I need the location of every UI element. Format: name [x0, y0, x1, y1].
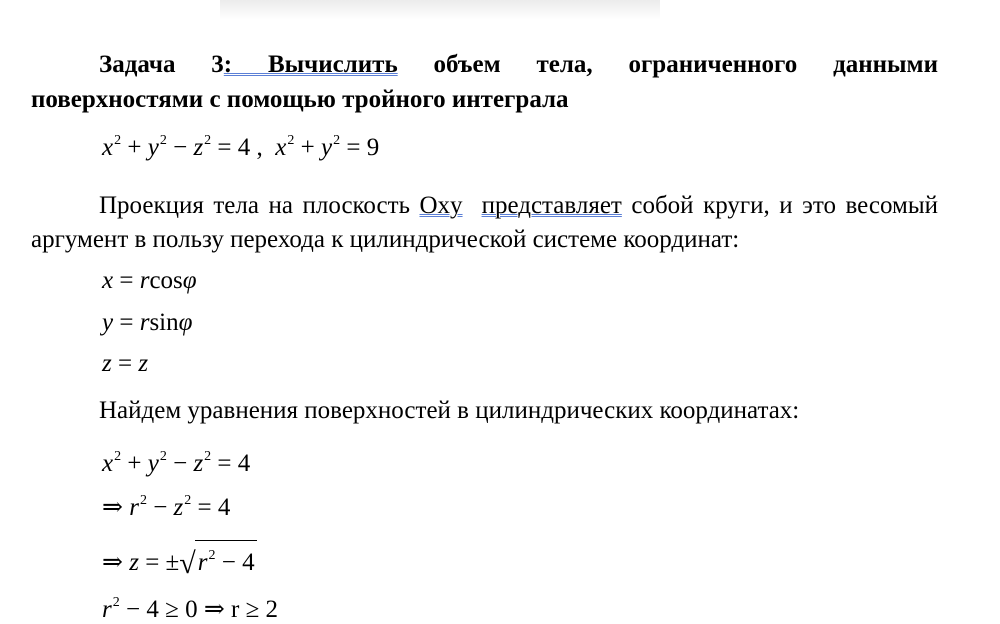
verb-term: представляет: [481, 192, 622, 219]
derivation-line-2: ⇒ $r^2 - z^2 = 4$: [102, 493, 231, 521]
projection-paragraph: Проекция тела на плоскость Oxy представляет собой круги, и это весомый аргумент в пользу перехода к цилиндрической системе координат:: [31, 192, 939, 253]
derivation-line-3: ⇒ $z = \pm√r^2 - 4$: [102, 540, 257, 581]
derivation-line-4: $r^2 - 4 \ge 0$ ⇒ r ≥ 2: [102, 595, 279, 623]
x-transform: x = rcosφ: [102, 267, 197, 294]
derivation-line-1: $x^2 + y^2 - z^2 = 4$: [102, 449, 251, 477]
task-heading: [31, 47, 938, 117]
find-paragraph: Найдем уравнения поверхностей в цилиндрических координатах:: [99, 397, 800, 424]
header-ghost: [220, 0, 660, 20]
z-transform: z = z: [102, 350, 149, 377]
given-equations: $x^2 + y^2 - z^2 = 4$ , $x^2 + y^2 = 9$: [102, 133, 380, 161]
y-transform: y = rsinφ: [102, 309, 193, 336]
task-link: : Вычислить: [223, 51, 398, 78]
oxy-term: Oxy: [419, 192, 463, 219]
task-text: объем тела, ограниченного данными поверхностями с помощью тройного интеграла: [31, 51, 938, 113]
task-prefix: Задача 3: [99, 51, 224, 78]
